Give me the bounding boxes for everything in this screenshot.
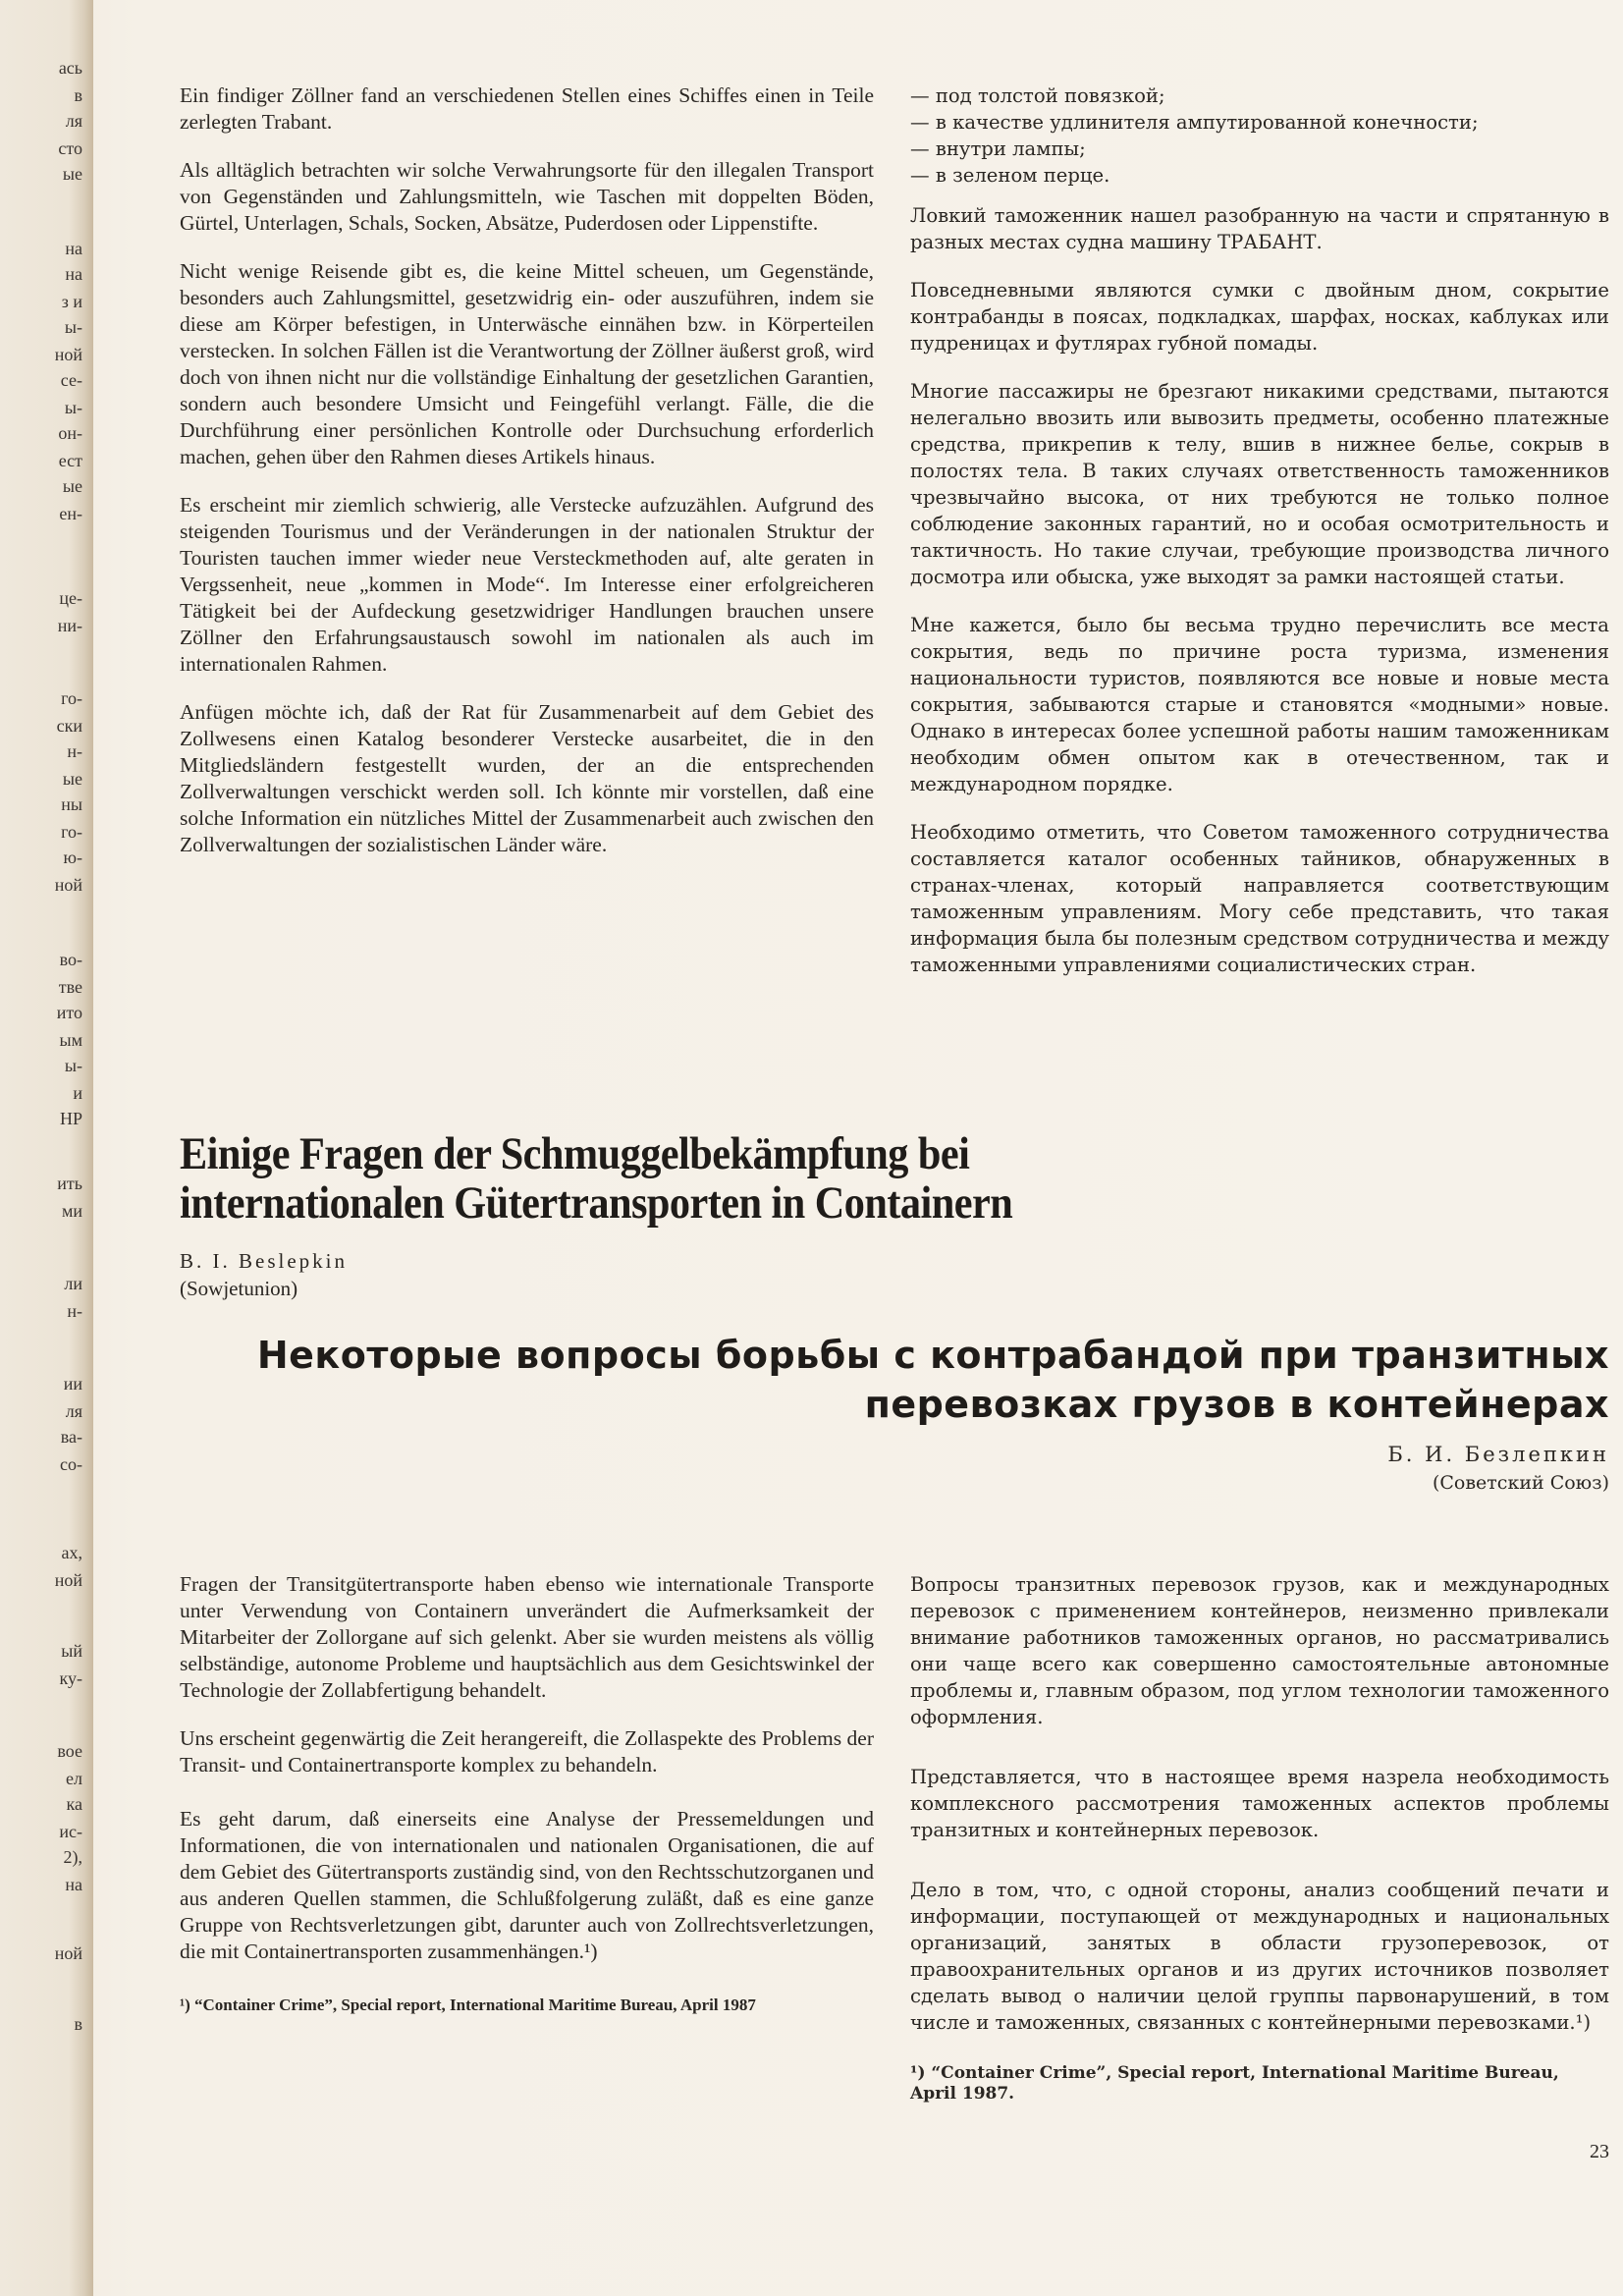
bleed-text: ы- [64,398,82,417]
paragraph: Многие пассажиры не брезгают никакими средствами, пытаются нелегально ввозить или вывозить предметы, особенно платежные средства, прикрепив к телу, вшив в нижнее белье, сокрыв в полостях тела. В таких случаях ответственность таможенников чрезвычайно высока, от них требуются не только полное соблюдение законных гарантий, но и особая осмотрительность и тактичность. Но такие случаи, требующие производства личного досмотра или обыска, уже выходят за рамки настоящей статьи. [910,380,1609,588]
list-item: — в качестве удлинителя ампутированной конечности; [910,111,1479,134]
footnote: ¹) “Container Crime”, Special report, International Maritime Bureau, April 1987 [180,1995,756,2014]
bleed-text: ест [58,451,82,470]
bleed-text: ис- [59,1822,82,1841]
bleed-text: ку- [59,1668,82,1688]
bleed-text: ски [56,716,82,736]
bleed-text: ни- [57,616,82,635]
bleed-text: на [65,1875,82,1894]
bleed-text: з и [61,292,82,311]
bleed-text: се- [60,370,82,390]
paragraph: Мне кажется, было бы весьма трудно перечислить все места сокрытия, ведь по причине роста туризма, изменения национальности туристов, появляются все новые и новые места сокрытия, забываются старые и становятся «модными» новые. Однако в интересах более успешной работы нашим таможенникам необходим обмен опытом как в отечественном, так и международном порядке. [910,614,1609,795]
bleed-text: во- [59,950,82,969]
footnote: ¹) “Container Crime”, Special report, International Maritime Bureau, April 1987. [910,2063,1559,2104]
paragraph: Es geht darum, daß einerseits eine Analyse der Pressemeldungen und Informationen, die von internationalen und nationalen Organisationen, die auf dem Gebiet des Gütertransports zuständig sind, von den Rechtsschutzorganen und aus anderen Quellen stammen, die Schlußfolgerung zuläßt, daß es eine ganze Gruppe von Rechtsverletzungen gibt, darunter auch von Zollrechtsverletzungen, die mit Containertransporten zusammenhängen.¹) [180,1807,874,1963]
bleed-text: ась [58,58,82,78]
german-author-country: (Sowjetunion) [180,1277,298,1300]
paragraph: Дело в том, что, с одной стороны, анализ сообщений печати и информации, поступающей от международных и национальных организаций, занятых в области грузоперевозок, от правоохранительных органов и из других источников позволяет сделать вывод о наличии целой группы парвонарушений, в том числе и таможенных, связанных с контейнерными перевозками.¹) [910,1879,1609,2034]
bleed-text: ах, [61,1543,82,1562]
bleed-text: ито [56,1003,82,1022]
bleed-text: ка [66,1794,82,1814]
paragraph: Необходимо отметить, что Советом таможенного сотрудничества составляется каталог особенных тайников, обнаруженных в странах-членах, который направляется соответствующим таможенным управлениям. Могу себе представить, что такая информация была бы полезным средством сотрудничества и между таможенными управлениями социалистических стран. [910,821,1609,976]
bottom-german-column [180,1571,874,2015]
bleed-text: н- [67,1301,82,1321]
bleed-text: ел [66,1769,82,1788]
bleed-text: со- [60,1454,82,1474]
bleed-text: ли [64,1274,82,1293]
bleed-text: ый [61,1641,82,1661]
paragraph: Uns erscheint gegenwärtig die Zeit herangereift, die Zollaspekte des Problems der Transit- und Containertransporte komplex zu behandeln. [180,1726,874,1777]
bleed-text: ми [61,1201,82,1221]
bleed-text: ы- [64,317,82,337]
paragraph: Повседневными являются сумки с двойным дном, сокрытие контрабанды в поясах, подкладках, шарфах, носках, каблуках или пудреницах и футлярах губной помады. [910,279,1609,355]
paragraph: Nicht wenige Reisende gibt es, die keine Mittel scheuen, um Gegenstände, besonders auch Zahlungsmittel, gesetzwidrig ein- oder auszuführen, indem sie diese am Körper befestigen, in Unterwäsche einnähen bzw. in Körperteilen verstecken. In solchen Fällen ist die Verantwortung der Zöllner äußerst groß, wird doch von ihnen nicht nur die vollständige Einhaltung der gesetzlichen Garantien, sondern auch besondere Umsicht und Feingefühl verlangt. Fälle, die die Durchführung einer persönlichen Kontrolle oder Durchsuchung erforderlich machen, gehen über den Rahmen dieses Artikels hinaus. [180,259,874,468]
paragraph: Anfügen möchte ich, daß der Rat für Zusammenarbeit auf dem Gebiet des Zollwesens einen Katalog besonderer Verstecke ausarbeitet, die in den Mitgliedsländern festgestellt wurden, der an die entsprechenden Zollverwaltungen verschickt werden soll. Ich könnte mir vorstellen, daß eine solche Information ein nützliches Mittel der Zusammenarbeit auch zwischen den Zollverwaltungen der sozialistischen Länder wäre. [180,700,874,856]
top-russian-column [910,82,1609,1000]
russian-author: Б. И. Безлепкин [1387,1443,1609,1466]
german-article-title: Einige Fragen der Schmuggelbekämpfung bei internationalen Gütertransporten in Containern [180,1128,1013,1229]
bleed-text: ые [62,476,82,496]
bleed-text: ной [54,345,82,364]
bleed-text: ля [65,111,82,131]
bleed-text: ной [54,875,82,895]
bleed-text: 2), [63,1847,82,1867]
russian-article-title: Некоторые вопросы борьбы с контрабандой при транзитных перевозках грузов в контейнерах [256,1334,1609,1426]
bleed-text: ля [65,1401,82,1421]
paragraph: Es erscheint mir ziemlich schwierig, alle Verstecke aufzuzählen. Aufgrund des steigenden Tourismus und der Veränderungen in der nationalen Struktur der Touristen tauchen immer wieder neue Versteckmethoden auf, alte geraten in Vergssenheit, neue „kommen in Mode“. Im Interesse einer erfolgreicheren Tätigkeit bei der Aufdeckung gesetzwidriger Handlungen brauchen unsere Zöllner den Erfahrungsaustausch sowohl im nationalen als auch im internationalen Rahmen. [180,493,874,676]
bleed-text: це- [59,588,82,608]
bleed-text: ны [61,794,82,814]
bleed-text: ной [54,1570,82,1590]
paragraph: Ein findiger Zöllner fand an verschiedenen Stellen eines Schiffes einen in Teile zerlegten Trabant. [180,83,874,134]
bleed-text: и [73,1083,82,1103]
german-author: B. I. Beslepkin [180,1249,348,1273]
paragraph: Представляется, что в настоящее время назрела необходимость комплексного рассмотрения таможенных аспектов проблемы транзитных и контейнерных перевозок. [910,1766,1609,1841]
list-item: — в зеленом перце. [910,164,1110,187]
bleed-text: ым [59,1030,82,1050]
bleed-text: ной [54,1943,82,1963]
bleed-text: н- [67,741,82,761]
bleed-text: го- [61,822,82,842]
bleed-text: ии [63,1374,82,1394]
paragraph: Ловкий таможенник нашел разобранную на части и спрятанную в разных местах судна машину ТРАБАНТ. [910,204,1609,253]
bleed-text: НР [59,1109,82,1128]
bleed-text: в [74,2014,82,2034]
paragraph: Als alltäglich betrachten wir solche Verwahrungsorte für den illegalen Transport von Gegenständen und Zahlungsmitteln, wie Taschen mit doppelten Böden, Gürtel, Unterlagen, Schals, Socken, Absätze, Puderdosen oder Lippenstifte. [180,158,874,235]
bleed-text: на [65,239,82,258]
bleed-text: на [65,264,82,284]
bleed-text: ые [62,769,82,789]
bleed-text: ить [57,1174,82,1193]
russian-author-country: (Советский Союз) [1432,1472,1609,1494]
bottom-russian-column [910,1571,1609,2105]
bleed-text: ю- [63,847,82,867]
bleed-text: го- [61,688,82,708]
bleed-text: он- [58,423,82,443]
bleed-text: ы- [64,1056,82,1075]
bleed-text: ые [62,164,82,184]
hiding-places-list [910,82,1609,189]
list-item: — внутри лампы; [910,137,1086,160]
bleed-text: ва- [60,1427,82,1447]
bleed-text: в [74,85,82,105]
bleed-text: тве [58,977,82,997]
top-german-column [180,82,874,880]
paragraph: Вопросы транзитных перевозок грузов, как и международных перевозок с применением контейнеров, неизменно привлекали внимание работников таможенных органов, но рассматривались они чаще всего как совершенно самостоятельные автономные проблемы и, главным образом, под углом технологии таможенного оформления. [910,1573,1609,1728]
bleed-text: ен- [59,504,82,523]
page-number: 23 [1590,2141,1609,2162]
paragraph: Fragen der Transitgütertransporte haben ebenso wie internationale Transporte unter Verwendung von Containern unverändert die Aufmerksamkeit der Mitarbeiter der Zollorgane auf sich gelenkt. Aber sie wurden meistens als völlig selbständige, autonome Probleme und hauptsächlich aus dem Gesichtswinkel der Technologie der Zollabfertigung behandelt. [180,1572,874,1702]
adjacent-page-edge [0,0,93,2296]
list-item: — под толстой повязкой; [910,84,1165,107]
bleed-text: сто [58,138,82,158]
bleed-text: вое [57,1741,82,1761]
